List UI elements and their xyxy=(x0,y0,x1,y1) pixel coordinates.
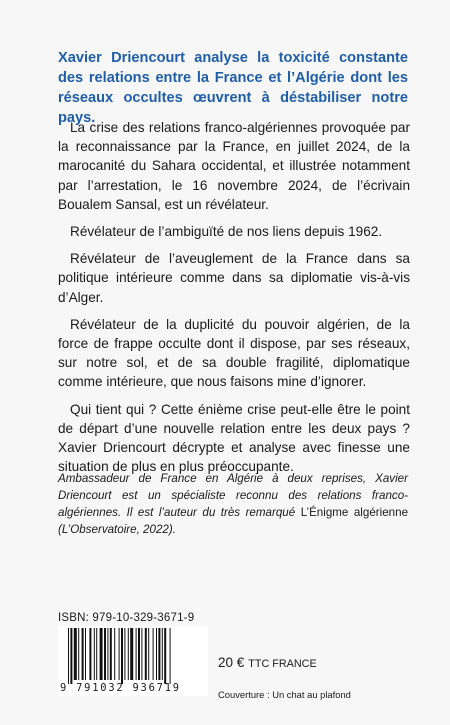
barcode-bar xyxy=(78,628,79,680)
author-bio-text: Ambassadeur de France en Algérie à deux reprises, Xavier Driencourt est un spécialiste reconnu des relations franco-algériennes. Il est l’auteur du très remarqué xyxy=(58,472,408,519)
price-amount: 20 € xyxy=(218,655,245,670)
barcode-bar xyxy=(70,628,72,684)
barcode-bar xyxy=(100,628,103,680)
paragraph-blindness: Révélateur de l’aveuglement de la France dans sa politique intérieure comme dans sa diplomatie vis-à-vis d’Alger. xyxy=(58,251,410,305)
author-bio xyxy=(58,470,408,538)
barcode xyxy=(58,626,208,696)
cover-credit: Couverture : Un chat au plafond xyxy=(218,689,351,700)
price xyxy=(218,655,317,670)
barcode-bar xyxy=(114,628,115,680)
barcode-bar xyxy=(68,628,69,684)
barcode-bar xyxy=(89,628,91,680)
barcode-bar xyxy=(124,628,125,680)
barcode-bar xyxy=(119,628,120,680)
lead-summary: Xavier Driencourt analyse la toxicité constante des relations entre la France et l’Algérie dont les réseaux occultes œuvrent à déstabiliser notre pays. xyxy=(58,50,408,126)
barcode-bar xyxy=(82,628,84,680)
paragraph-crisis: La crise des relations franco-algériennes provoquée par la reconnaissance par la France, en juillet 2024, de la marocanité du Sahara occidental, et illustrée notamment par l’arrestation, le 16 novembre 2024, de l’écrivain Boualem Sansal, est un révélateur. xyxy=(58,120,410,212)
barcode-bar xyxy=(153,628,154,680)
isbn: ISBN: 979-10-329-3671-9 xyxy=(58,612,195,624)
paragraph-question: Qui tient qui ? Cette énième crise peut-elle être le point de départ d’une nouvelle relation entre les deux pays ? Xavier Driencourt décrypte et analyse avec finesse une situation de plus en plus préoccupante. xyxy=(58,401,410,475)
barcode-bar xyxy=(104,628,106,680)
barcode-bar xyxy=(121,628,123,684)
barcode-bar xyxy=(107,628,108,680)
book-title: L’Énigme algérienne xyxy=(300,506,409,519)
barcode-bar xyxy=(94,628,95,680)
barcode-bar xyxy=(170,628,171,684)
barcode-bar xyxy=(162,628,163,680)
barcode-bar xyxy=(145,628,147,680)
barcode-bar xyxy=(136,628,137,680)
barcode-bar xyxy=(96,628,97,680)
barcode-bar xyxy=(130,628,133,680)
barcode-bars xyxy=(58,626,208,684)
barcode-bar xyxy=(85,628,86,680)
barcode-digits: 9 791032 936719 xyxy=(60,682,181,694)
paragraph-duplicity: Révélateur de la duplicité du pouvoir algérien, de la force de frappe occulte dont il dispose, par ses réseaux, sur notre sol, et de sa double fragilité, diplomatique comme intérieure, que nous faisons mine d’ignorer. xyxy=(58,316,410,390)
author-bio-publisher: (L’Observatoire, 2022). xyxy=(58,523,176,536)
barcode-bar xyxy=(138,628,140,680)
barcode-bar xyxy=(74,628,77,680)
barcode-bar xyxy=(128,628,129,680)
barcode-bar xyxy=(141,628,142,680)
barcode-bar xyxy=(156,628,157,680)
barcode-bar xyxy=(110,628,112,680)
barcode-bar xyxy=(164,628,166,684)
barcode-bar xyxy=(148,628,149,680)
body-text xyxy=(58,118,410,484)
barcode-bar xyxy=(158,628,160,680)
price-label: TTC FRANCE xyxy=(248,658,317,670)
paragraph-ambiguity: Révélateur de l’ambiguïté de nos liens depuis 1962. xyxy=(70,224,383,240)
